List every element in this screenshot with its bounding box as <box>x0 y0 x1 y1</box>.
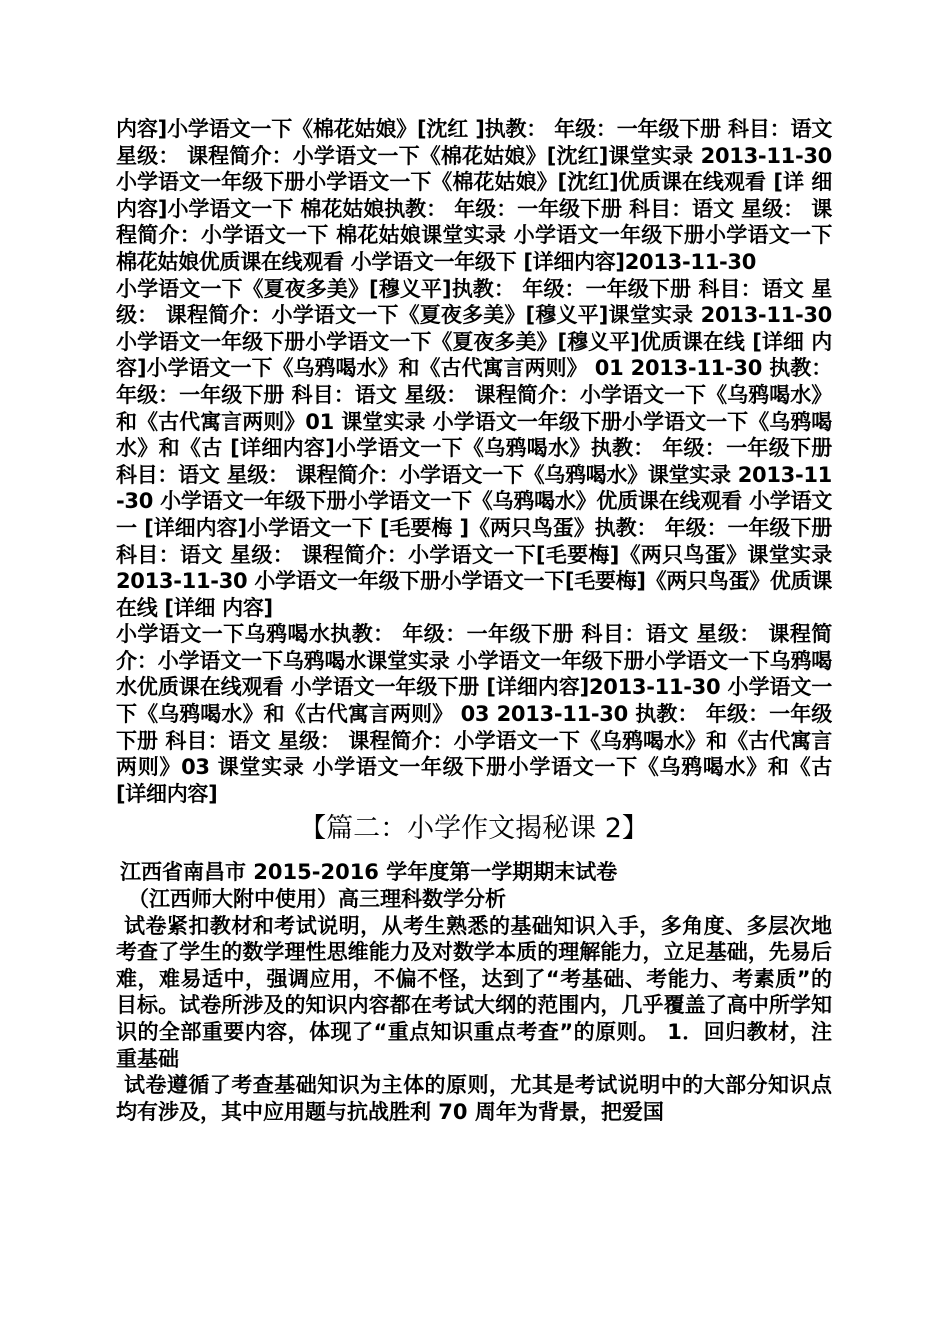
section-title: 【篇二：小学作文揭秘课 2】 <box>299 813 649 845</box>
analysis-paragraph-2: 试卷遵循了考查基础知识为主体的原则，尤其是考试说明中的大部分知识点均有涉及，其中应用题与抗战胜利 70 周年为背景，把爱国 <box>116 1073 832 1124</box>
course-listing-paragraph-1: 内容]小学语文一下《棉花姑娘》[沈红 ]执教： 年级：一年级下册 科目：语文 星级： 课程简介：小学语文一下《棉花姑娘》[沈红]课堂实录 2013-11-30 小学语文一年级下册小学语文一下《棉花姑娘》[沈红]优质课在线观看 [详 细内容]小学语文一下 棉花姑娘执教： 年级：一年级下册 科目：语文 星级： 课程简介：小学语文一下 棉花姑娘课堂实录 小学语文一年级下册小学语文一下 棉花姑娘优质课在线观看 小学语文一年级下 [详细内容]2013-11-30 <box>116 117 833 274</box>
course-listing-paragraph-3: 小学语文一下乌鸦喝水执教： 年级：一年级下册 科目：语文 星级： 课程简介：小学语文一下乌鸦喝水课堂实录 小学语文一年级下册小学语文一下乌鸦喝水优质课在线观看 小学语文一年级下册 [详细内容]2013-11-30 小学语文一下《乌鸦喝水》和《古代寓言两则》 03 2013-11-30 执教： 年级：一年级下册 科目：语文 星级： 课程简介：小学语文一下《乌鸦喝水》和《古代寓言两则》03 课堂实录 小学语文一年级下册小学语文一下《乌鸦喝水》和《古 [详细内容] <box>116 622 832 806</box>
exam-heading-line-1: 江西省南昌市 2015-2016 学年度第一学期期末试卷 <box>120 860 618 885</box>
exam-heading-line-2: （江西师大附中使用）高三理科数学分析 <box>128 887 506 912</box>
course-listing-paragraph-2: 小学语文一下《夏夜多美》[穆义平]执教： 年级：一年级下册 科目：语文 星级： 课程简介：小学语文一下《夏夜多美》[穆义平]课堂实录 2013-11-30 小学语文一年级下册小学语文一下《夏夜多美》[穆义平]优质课在线 [详细 内容]小学语文一下《乌鸦喝水》和《古代寓言两则》 01 2013-11-30 执教： 年级：一年级下册 科目：语文 星级： 课程简介：小学语文一下《乌鸦喝水》和《古代寓言两则》01 课堂实录 小学语文一年级下册小学语文一下《乌鸦喝水》和《古 [详细内容]小学语文一下《乌鸦喝水》执教： 年级：一年级下册 科目：语文 星级： 课程简介：小学语文一下《乌鸦喝水》课堂实录 2013-11-30 小学语文一年级下册小学语文一下《乌鸦喝水》优质课在线观看 小学语文一 [详细内容]小学语文一下 [毛要梅 ]《两只鸟蛋》执教： 年级：一年级下册 科目：语文 星级： 课程简介：小学语文一下[毛要梅]《两只鸟蛋》课堂实录 2013-11-30 小学语文一年级下册小学语文一下[毛要梅]《两只鸟蛋》优质课在线 [详细 内容] <box>116 276 832 620</box>
analysis-paragraph-1: 试卷紧扣教材和考试说明，从考生熟悉的基础知识入手，多角度、多层次地考查了学生的数学理性思维能力及对数学本质的理解能力，立足基础，先易后难，难易适中，强调应用，不偏不怪，达到了“考基础、考能力、考素质”的目标。试卷所涉及的知识内容都在考试大纲的范围内，几乎覆盖了高中所学知识的全部重要内容，体现了“重点知识重点考查”的原则。 1．回归教材，注重基础 <box>116 913 832 1071</box>
document-content <box>116 116 832 1125</box>
